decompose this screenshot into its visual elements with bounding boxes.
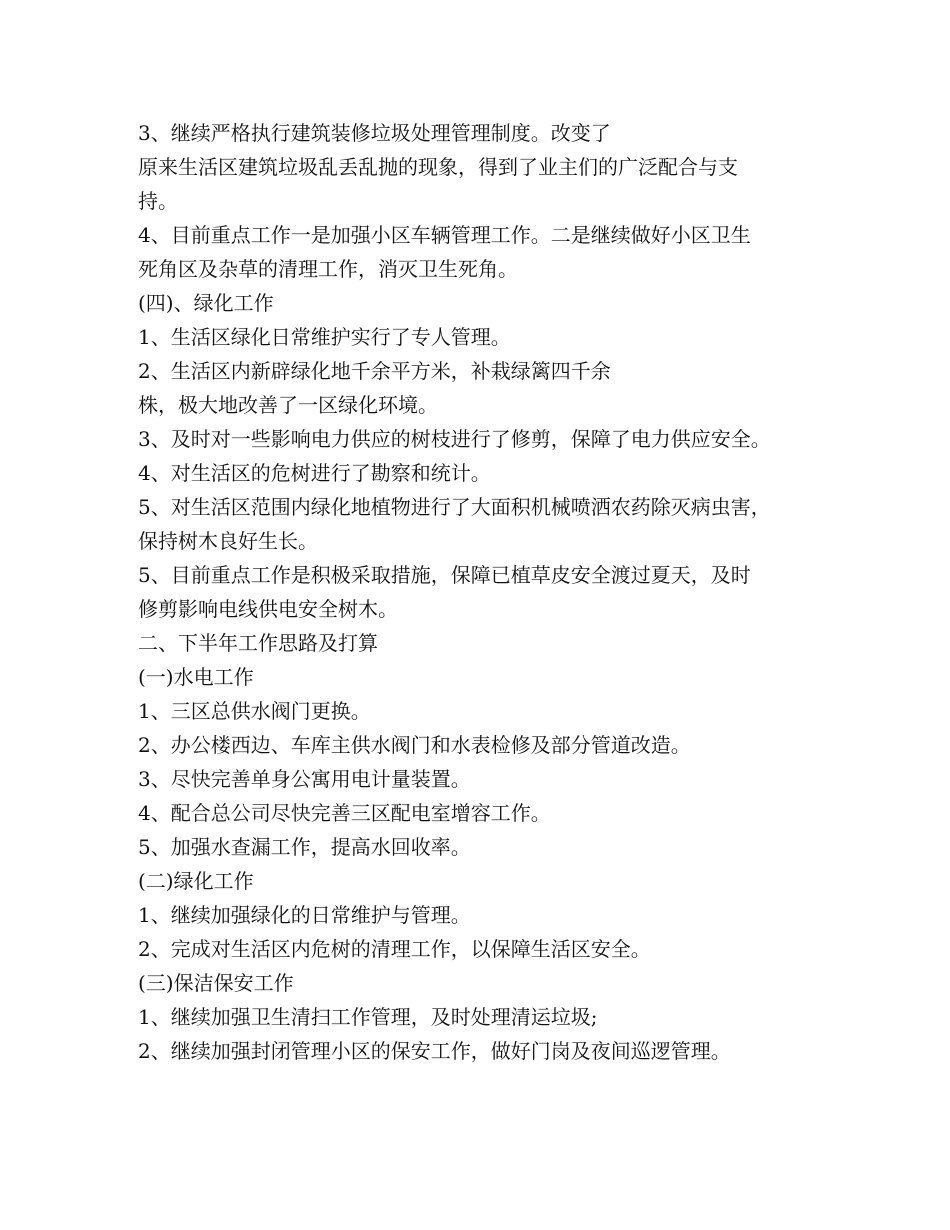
section-heading: (二)绿化工作 [138,869,254,893]
section-heading: (四)、绿化工作 [138,291,274,315]
text-line: 1、生活区绿化日常维护实行了专人管理。 [138,325,511,349]
section-heading: (一)水电工作 [138,665,254,689]
text-line: 5、对生活区范围内绿化地植物进行了大面积机械喷洒农药除灭病虫害， [138,495,771,519]
text-line: 保持树木良好生长。 [138,529,318,553]
text-line: 1、三区总供水阀门更换。 [138,699,371,723]
text-line: 5、加强水查漏工作，提高水回收率。 [138,835,471,859]
text-line: 4、配合总公司尽快完善三区配电室增容工作。 [138,801,551,825]
document-body [138,116,838,1068]
text-line: 3、继续严格执行建筑装修垃圾处理管理制度。改变了 [138,121,611,145]
text-line: 2、办公楼西边、车库主供水阀门和水表检修及部分管道改造。 [138,733,691,757]
section-heading: 二、下半年工作思路及打算 [138,631,378,655]
text-line: 原来生活区建筑垃圾乱丢乱抛的现象，得到了业主们的广泛配合与支 [138,155,738,179]
text-line: 1、继续加强卫生清扫工作管理，及时处理清运垃圾; [138,1005,598,1029]
text-line: 株，极大地改善了一区绿化环境。 [138,393,438,417]
text-line: 修剪影响电线供电安全树木。 [138,597,398,621]
text-line: 3、及时对一些影响电力供应的树枝进行了修剪，保障了电力供应安全。 [138,427,771,451]
text-line: 3、尽快完善单身公寓用电计量装置。 [138,767,471,791]
text-line: 5、目前重点工作是积极采取措施，保障已植草皮安全渡过夏天，及时 [138,563,751,587]
text-line: 4、目前重点工作一是加强小区车辆管理工作。二是继续做好小区卫生 [138,223,751,247]
text-line: 持。 [138,189,178,213]
text-line: 4、对生活区的危树进行了勘察和统计。 [138,461,491,485]
text-line: 2、生活区内新辟绿化地千余平方米，补栽绿篱四千余 [138,359,611,383]
text-line: 1、继续加强绿化的日常维护与管理。 [138,903,471,927]
text-line: 2、完成对生活区内危树的清理工作，以保障生活区安全。 [138,937,651,961]
text-line: 死角区及杂草的清理工作，消灭卫生死角。 [138,257,518,281]
section-heading: (三)保洁保安工作 [138,971,294,995]
text-line: 2、继续加强封闭管理小区的保安工作，做好门岗及夜间巡逻管理。 [138,1039,731,1063]
